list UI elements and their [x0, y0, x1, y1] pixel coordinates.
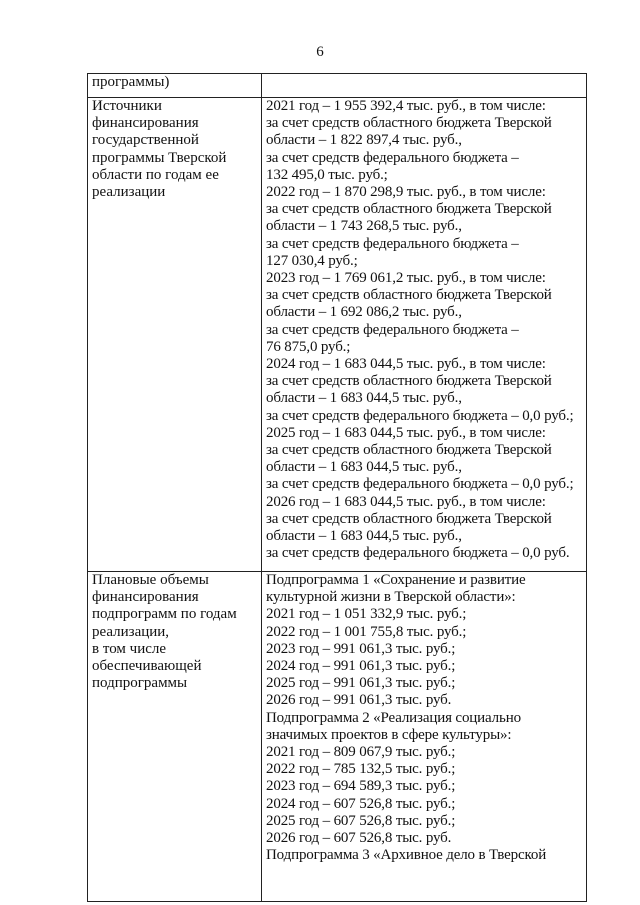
text-line: 132 495,0 тыс. руб.; — [266, 166, 388, 183]
text-line: финансирования — [92, 589, 199, 606]
text-line: 2022 год – 1 001 755,8 тыс. руб.; — [266, 623, 467, 640]
text-line: за счет средств федерального бюджета – — [266, 235, 519, 252]
text-line: Плановые объемы — [92, 572, 209, 588]
text-line: области – 1 822 897,4 тыс. руб., — [266, 132, 462, 149]
text-line: 76 875,0 руб.; — [266, 338, 351, 355]
text-line: Подпрограмма 3 «Архивное дело в Тверской — [266, 847, 547, 864]
text-line: 2022 год – 785 132,5 тыс. руб.; — [266, 761, 456, 778]
text-line: 2021 год – 1 051 332,9 тыс. руб.; — [266, 606, 467, 623]
subprogram-funding-row — [88, 572, 587, 902]
text-line: реализации — [92, 184, 166, 201]
text-line: 2025 год – 1 683 044,5 тыс. руб., в том числе: — [266, 424, 546, 441]
page-number: 6 — [316, 44, 324, 60]
text-line: за счет средств областного бюджета Тверской — [266, 201, 552, 218]
text-line: 2026 год – 1 683 044,5 тыс. руб., в том числе: — [266, 493, 546, 510]
text-line: государственной — [92, 132, 199, 149]
text-line: программы Тверской — [92, 149, 227, 166]
text-line: 2025 год – 607 526,8 тыс. руб.; — [266, 812, 456, 829]
parameter-name-cell — [88, 74, 262, 98]
text-line: программы) — [92, 74, 170, 90]
text-line: области – 1 683 044,5 тыс. руб., — [266, 528, 462, 545]
parameter-name-cell — [88, 572, 262, 902]
program-passport-table — [87, 73, 587, 902]
text-line: 2023 год – 991 061,3 тыс. руб.; — [266, 640, 456, 657]
text-line: области – 1 683 044,5 тыс. руб., — [266, 390, 462, 407]
text-line: области – 1 683 044,5 тыс. руб., — [266, 459, 462, 476]
text-line: 2024 год – 607 526,8 тыс. руб.; — [266, 795, 456, 812]
text-line: подпрограмм по годам — [92, 606, 237, 623]
text-line: финансирования — [92, 115, 199, 132]
text-line: 2026 год – 607 526,8 тыс. руб. — [266, 830, 452, 847]
text-line: Подпрограмма 1 «Сохранение и развитие — [266, 572, 526, 588]
text-line: подпрограммы — [92, 675, 188, 692]
text-line: за счет средств областного бюджета Тверской — [266, 373, 552, 390]
text-line: за счет средств федерального бюджета – — [266, 321, 519, 338]
parameter-value-cell — [262, 572, 587, 902]
text-line: обеспечивающей — [92, 658, 202, 675]
text-line: 2021 год – 809 067,9 тыс. руб.; — [266, 744, 456, 761]
text-line: 2022 год – 1 870 298,9 тыс. руб., в том числе: — [266, 184, 546, 201]
text-line: за счет средств федерального бюджета – 0,0 руб. — [266, 545, 570, 562]
text-line: 2023 год – 694 589,3 тыс. руб.; — [266, 778, 456, 795]
text-line: значимых проектов в сфере культуры»: — [266, 726, 512, 743]
text-line: за счет средств областного бюджета Тверской — [266, 442, 552, 459]
text-line: в том числе — [92, 640, 167, 657]
text-line: области по годам ее — [92, 166, 219, 183]
text-line: за счет средств областного бюджета Тверской — [266, 115, 552, 132]
text-line: за счет средств федерального бюджета – 0,0 руб.; — [266, 407, 574, 424]
text-line: области – 1 743 268,5 тыс. руб., — [266, 218, 462, 235]
text-line: за счет средств областного бюджета Тверской — [266, 510, 552, 527]
parameter-name-cell — [88, 98, 262, 572]
text-line: культурной жизни в Тверской области»: — [266, 589, 516, 606]
text-line: Источники — [92, 98, 162, 114]
funding-sources-row — [88, 98, 587, 572]
text-line: 2025 год – 991 061,3 тыс. руб.; — [266, 675, 456, 692]
text-line: 2023 год – 1 769 061,2 тыс. руб., в том числе: — [266, 270, 546, 287]
text-line: 2026 год – 991 061,3 тыс. руб. — [266, 692, 452, 709]
parameter-value-cell — [262, 98, 587, 572]
text-line: за счет средств областного бюджета Тверской — [266, 287, 552, 304]
text-line: Подпрограмма 2 «Реализация социально — [266, 709, 521, 726]
continuation-row — [88, 74, 587, 98]
text-line: области – 1 692 086,2 тыс. руб., — [266, 304, 462, 321]
text-line: за счет средств федерального бюджета – 0,0 руб.; — [266, 476, 574, 493]
text-line: 2021 год – 1 955 392,4 тыс. руб., в том числе: — [266, 98, 546, 114]
text-line: реализации, — [92, 623, 170, 640]
text-line: за счет средств федерального бюджета – — [266, 149, 519, 166]
text-line: 2024 год – 991 061,3 тыс. руб.; — [266, 658, 456, 675]
text-line: 2024 год – 1 683 044,5 тыс. руб., в том числе: — [266, 356, 546, 373]
text-line: 127 030,4 руб.; — [266, 252, 358, 269]
parameter-value-cell — [262, 74, 587, 98]
